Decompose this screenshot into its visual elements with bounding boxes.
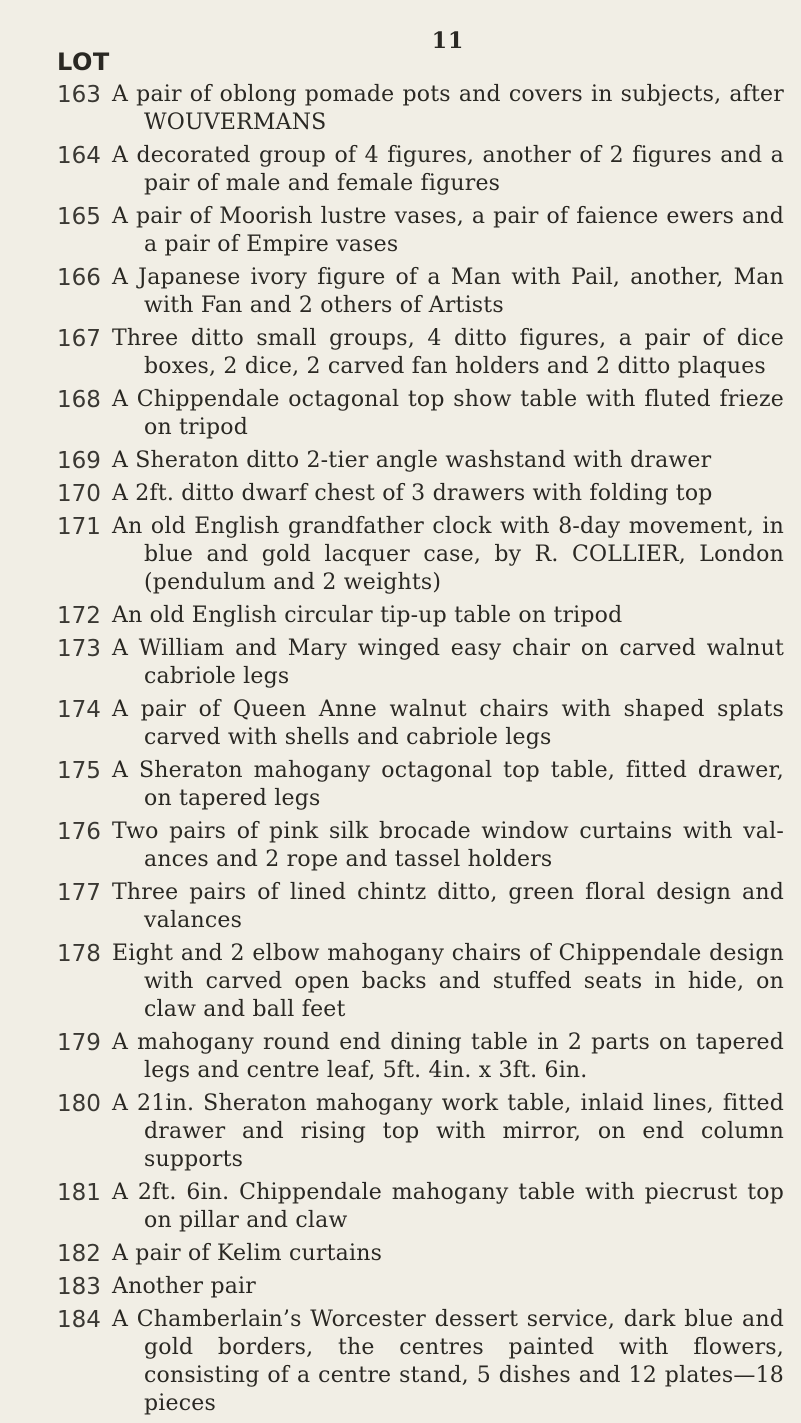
lot-description: A mahogany round end dining table in 2 parts on tapered legs and centre leaf, 5ft. 4in. x 3ft. 6in. <box>112 1030 784 1083</box>
lot-description: A Sheraton mahogany octagonal top table, fitted drawer, on tapered legs <box>112 758 784 811</box>
lot-entry <box>0 480 801 508</box>
lot-description: A Chippendale octagonal top show table with fluted frieze on tripod <box>112 387 784 440</box>
lot-number: 183 <box>57 1274 101 1300</box>
lot-entry <box>0 264 801 320</box>
lot-description: Another pair <box>112 1274 256 1299</box>
lot-number: 171 <box>57 514 101 540</box>
lot-number: 173 <box>57 636 101 662</box>
lot-entry <box>0 1090 801 1174</box>
lot-number: 179 <box>57 1030 101 1056</box>
lot-description: An old English circular tip-up table on tripod <box>112 603 623 628</box>
lot-entry <box>0 1273 801 1301</box>
lot-number: 169 <box>57 448 101 474</box>
lot-list <box>0 81 801 1423</box>
lot-description: A Chamberlain’s Worcester dessert service, dark blue and gold borders, the centres painted with flowers, consisting of a centre stand, 5 dishes and 12 plates—18 pieces <box>112 1307 784 1416</box>
lot-description: Two pairs of pink silk brocade window curtains with val- ances and 2 rope and tassel holders <box>112 819 784 872</box>
lot-number: 175 <box>57 758 101 784</box>
lot-entry <box>0 447 801 475</box>
lot-entry <box>0 1179 801 1235</box>
lot-number: 182 <box>57 1241 101 1267</box>
lot-number: 166 <box>57 265 101 291</box>
lot-column-heading: LOT <box>57 48 110 76</box>
lot-description: A William and Mary winged easy chair on carved walnut cabriole legs <box>112 636 784 689</box>
lot-entry <box>0 1240 801 1268</box>
lot-number: 172 <box>57 603 101 629</box>
lot-description: Three pairs of lined chintz ditto, green floral design and valances <box>112 880 784 933</box>
lot-entry <box>0 879 801 935</box>
lot-description: A Japanese ivory figure of a Man with Pail, another, Man with Fan and 2 others of Artists <box>112 265 784 318</box>
lot-entry <box>0 757 801 813</box>
page-number: 11 <box>431 28 465 54</box>
lot-number: 168 <box>57 387 101 413</box>
lot-entry <box>0 940 801 1024</box>
lot-description: A pair of Queen Anne walnut chairs with shaped splats carved with shells and cabriole legs <box>112 697 784 750</box>
lot-entry <box>0 635 801 691</box>
lot-description: A 21in. Sheraton mahogany work table, inlaid lines, fitted drawer and rising top with mirror, on end column supports <box>112 1091 784 1172</box>
lot-entry <box>0 602 801 630</box>
lot-number: 184 <box>57 1307 101 1333</box>
lot-description: A pair of Kelim curtains <box>112 1241 383 1266</box>
lot-number: 163 <box>57 82 101 108</box>
lot-number: 174 <box>57 697 101 723</box>
lot-entry <box>0 81 801 137</box>
lot-entry <box>0 1306 801 1418</box>
lot-description: A Sheraton ditto 2-tier angle washstand with drawer <box>112 448 712 473</box>
lot-number: 167 <box>57 326 101 352</box>
lot-number: 165 <box>57 204 101 230</box>
lot-entry <box>0 696 801 752</box>
lot-description: A pair of oblong pomade pots and covers in subjects, after WOUVERMANS <box>112 82 784 135</box>
lot-entry <box>0 1029 801 1085</box>
lot-entry <box>0 513 801 597</box>
lot-number: 164 <box>57 143 101 169</box>
lot-description: A pair of Moorish lustre vases, a pair of faience ewers and a pair of Empire vases <box>112 204 784 257</box>
lot-description: Three ditto small groups, 4 ditto figures, a pair of dice boxes, 2 dice, 2 carved fan holders and 2 ditto plaques <box>112 326 784 379</box>
lot-entry <box>0 818 801 874</box>
lot-number: 170 <box>57 481 101 507</box>
lot-entry <box>0 142 801 198</box>
lot-number: 180 <box>57 1091 101 1117</box>
lot-number: 176 <box>57 819 101 845</box>
lot-description: A 2ft. 6in. Chippendale mahogany table with piecrust top on pillar and claw <box>112 1180 784 1233</box>
lot-entry <box>0 203 801 259</box>
lot-description: A 2ft. ditto dwarf chest of 3 drawers with folding top <box>112 481 713 506</box>
lot-description: An old English grandfather clock with 8-day movement, in blue and gold lacquer case, by R. COLLIER, London (pendulum and 2 weights) <box>112 514 784 595</box>
lot-number: 178 <box>57 941 101 967</box>
lot-description: Eight and 2 elbow mahogany chairs of Chippendale design with carved open backs and stuffed seats in hide, on claw and ball feet <box>112 941 784 1022</box>
lot-entry <box>0 386 801 442</box>
lot-number: 181 <box>57 1180 101 1206</box>
lot-description: A decorated group of 4 figures, another of 2 figures and a pair of male and female figures <box>112 143 784 196</box>
lot-entry <box>0 325 801 381</box>
lot-number: 177 <box>57 880 101 906</box>
